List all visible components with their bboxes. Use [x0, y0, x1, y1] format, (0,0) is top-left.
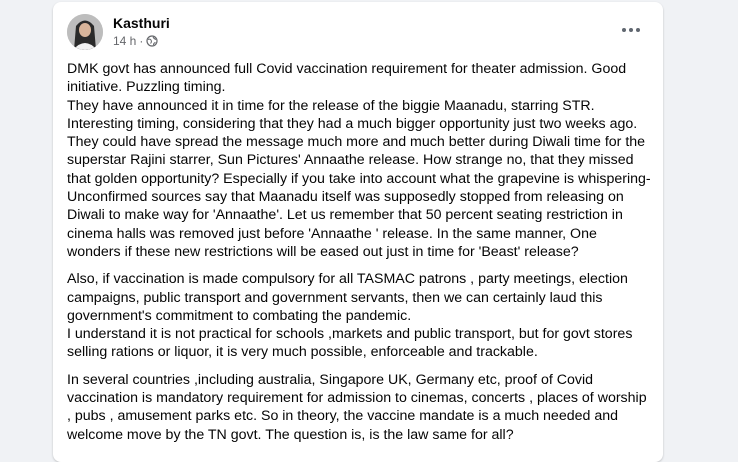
- more-options-icon[interactable]: [617, 20, 645, 40]
- post-meta: [113, 34, 158, 48]
- meta-separator: ·: [139, 34, 144, 48]
- post-paragraph-2: They have announced it in time for the release of the biggie Maanadu, starring STR. Interesting timing, considering that they had a much bigger opportunity just two weeks ago. They could have spread the message much more and much better during Diwali time for the superstar Rajini starrer, Sun Pictures' Annaathe release. How strange no, that they missed that golden opportunity? Especially if you take into account what the grapevine is whispering-Unconfirmed sources say that Maanadu itself was supposedly stopped from releasing on Diwali to make way for 'Annaathe'. Let us remember that 50 percent seating restriction in cinema halls was removed just before 'Annaathe ' release. In the same manner, One wonders if these new restrictions will be eased out just in time for 'Beast' release?: [67, 97, 651, 260]
- post-header: [67, 14, 649, 54]
- post-text: [67, 60, 653, 444]
- author-name[interactable]: Kasthuri: [113, 15, 170, 31]
- globe-icon[interactable]: [146, 35, 158, 47]
- post-card: [53, 2, 663, 462]
- post-paragraph-4: I understand it is not practical for schools ,markets and public transport, but for govt stores selling rations or liquor, it is very much possible, enforceable and trackable.: [67, 326, 633, 361]
- post-paragraph-3: Also, if vaccination is made compulsory for all TASMAC patrons , party meetings, election campaigns, public transport and government servants, then we can certainly laud this government's commitment to combating the pandemic.: [67, 271, 628, 324]
- post-paragraph-1: DMK govt has announced full Covid vaccination requirement for theater admission. Good initiative. Puzzling timing.: [67, 61, 627, 96]
- post-paragraph-5: In several countries ,including australia, Singapore UK, Germany etc, proof of Covid vaccination is mandatory requirement for admission to cinemas, concerts , places of worship , pubs , amusement parks etc. So in theory, the vaccine mandate is a much needed and welcome move by the TN govt. The question is, is the law same for all?: [67, 371, 647, 443]
- avatar[interactable]: [67, 14, 103, 50]
- post-time[interactable]: 14 h: [113, 34, 137, 48]
